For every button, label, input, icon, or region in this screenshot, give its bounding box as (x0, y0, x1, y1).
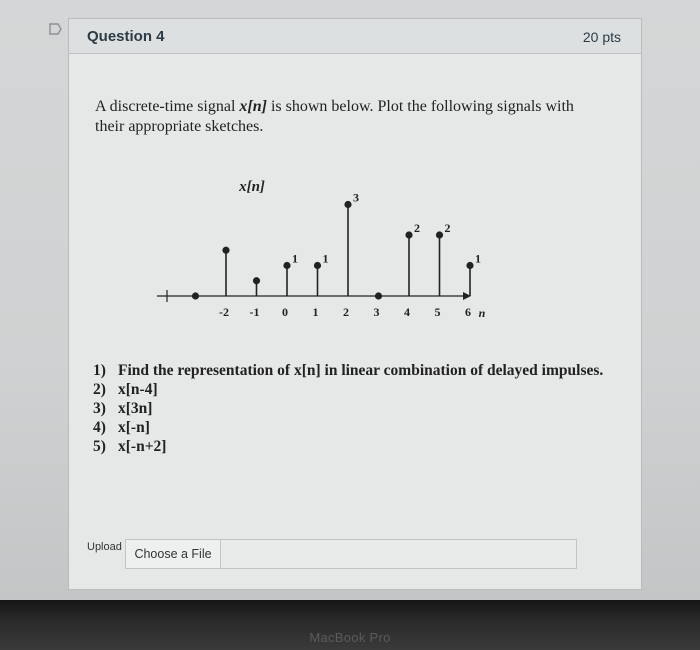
laptop-bezel (0, 600, 700, 650)
sub-question-text: x[n-4] (118, 381, 158, 398)
x-tick-label: 0 (282, 305, 288, 319)
prompt-signal: x[n] (239, 98, 267, 115)
sub-question-number: 5) (93, 438, 106, 455)
stem-point (466, 262, 473, 269)
stem-point (344, 201, 351, 208)
stem-point (405, 231, 412, 238)
sub-question (93, 362, 623, 380)
stem-value-label: 1 (292, 251, 298, 266)
sub-question-number: 1) (93, 362, 106, 379)
x-axis-label: n (478, 306, 486, 320)
stem-point (436, 231, 443, 238)
choose-file-button[interactable]: Choose a File (126, 540, 221, 568)
x-tick-label: 5 (434, 305, 441, 319)
stem-point (222, 247, 229, 254)
question-card (68, 18, 642, 590)
stem-value-label: 3 (353, 190, 359, 205)
sub-question-number: 4) (93, 419, 106, 436)
sub-question-text: x[-n] (118, 419, 150, 436)
question-prompt (95, 97, 625, 137)
sub-question (93, 381, 623, 399)
sub-question-text: x[3n] (118, 400, 153, 417)
x-tick-label: 4 (404, 305, 410, 319)
stem-point (283, 262, 290, 269)
x-tick-label: -2 (219, 305, 229, 319)
x-tick-label: 6 (465, 305, 471, 319)
sub-question (93, 400, 623, 418)
file-upload-field[interactable] (125, 539, 577, 569)
sub-question (93, 419, 623, 437)
stem-point (375, 292, 382, 299)
plot-title: x[n] (239, 179, 265, 195)
sub-question-list (93, 362, 623, 457)
sub-question-number: 2) (93, 381, 106, 398)
prompt-text-3: their appropriate sketches. (95, 118, 264, 135)
stem-point (253, 277, 260, 284)
question-header (69, 19, 641, 54)
stem-point (192, 292, 199, 299)
upload-label: Upload (87, 541, 122, 553)
flag-icon[interactable] (48, 22, 64, 36)
prompt-text-1: A discrete-time signal (95, 98, 240, 115)
question-title: Question 4 (87, 28, 165, 45)
sub-question-number: 3) (93, 400, 106, 417)
sub-question-text: Find the representation of x[n] in linear combination of delayed impulses. (118, 362, 604, 379)
stem-point (314, 262, 321, 269)
stem-value-label: 1 (322, 251, 329, 266)
stem-value-label: 1 (475, 251, 481, 266)
device-brand: MacBook Pro (309, 630, 391, 645)
signal-stem-plot (157, 169, 497, 329)
x-tick-label: 3 (373, 305, 380, 319)
x-tick-label: -1 (249, 305, 260, 319)
x-tick-label: 1 (312, 305, 319, 319)
stem-value-label: 2 (414, 221, 420, 235)
question-points: 20 pts (582, 29, 621, 45)
x-tick-label: 2 (343, 305, 349, 319)
stem-value-label: 2 (444, 221, 451, 235)
sub-question (93, 438, 623, 456)
prompt-text-2: is shown below. Plot the following signals with (266, 98, 574, 115)
sub-question-text: x[-n+2] (118, 438, 167, 455)
